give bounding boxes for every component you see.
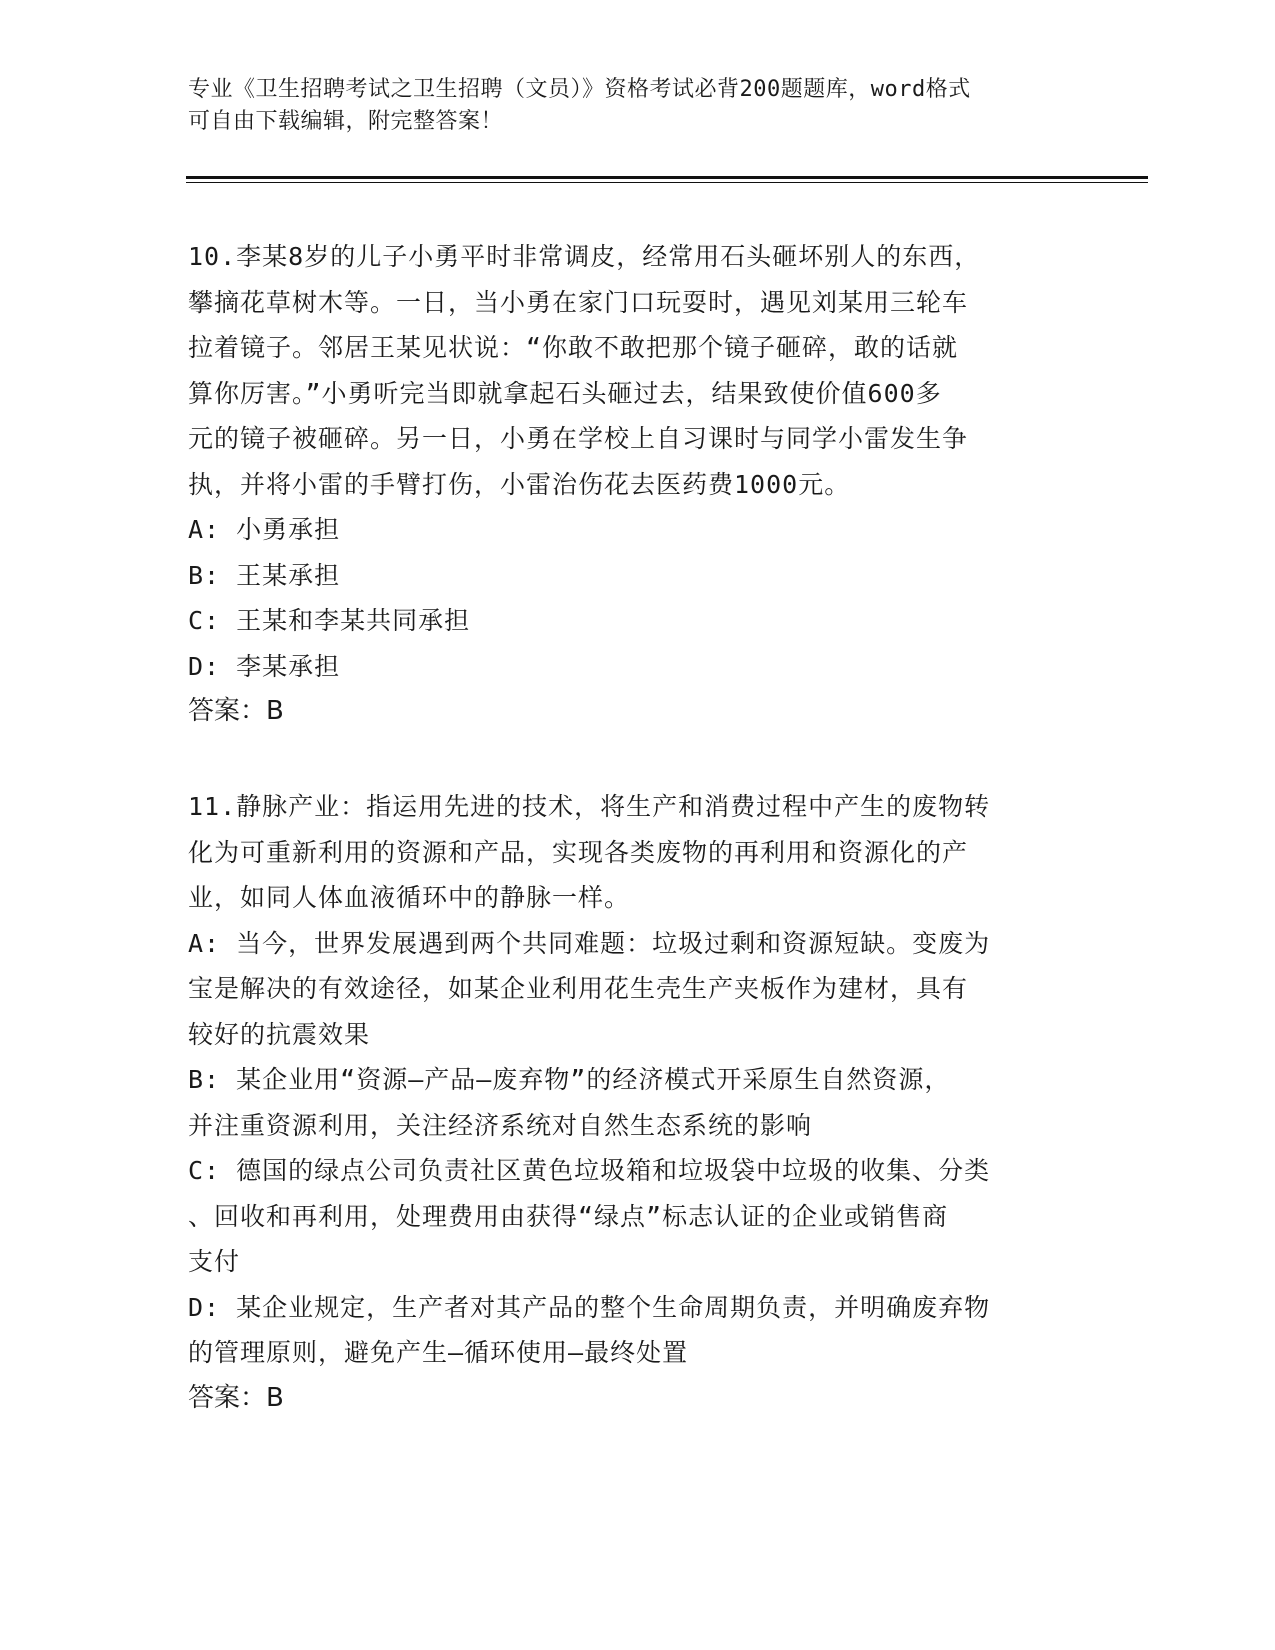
question-stem-line: 元的镜子被砸碎。另一日，小勇在学校上自习课时与同学小雷发生争	[188, 424, 969, 453]
option-b-continued: 并注重资源利用，关注经济系统对自然生态系统的影响	[188, 1110, 813, 1140]
option-c-continued: 、回收和再利用，处理费用由获得“绿点”标志认证的企业或销售商	[188, 1201, 949, 1231]
question-stem-line: 算你厉害。”小勇听完当即就拿起石头砸过去，结果致使价值600多	[188, 378, 942, 408]
question-stem-line: 攀摘花草树木等。一日，当小勇在家门口玩耍时，遇见刘某用三轮车	[188, 287, 969, 317]
option-a: A: 当今，世界发展遇到两个共同难题：垃圾过剩和资源短缺。变废为	[188, 928, 991, 958]
header-divider-thin	[186, 182, 1148, 183]
option-d-continued: 的管理原则，避免产生—循环使用—最终处置	[188, 1338, 689, 1367]
question-10	[188, 234, 1088, 735]
document-header	[188, 74, 1068, 138]
question-stem-line: 11.静脉产业：指运用先进的技术，将生产和消费过程中产生的废物转	[188, 792, 991, 821]
option-a: A: 小勇承担	[188, 515, 341, 544]
header-line: 专业《卫生招聘考试之卫生招聘（文员）》资格考试必背200题题库，word格式	[188, 77, 971, 102]
question-stem-line: 拉着镜子。邻居王某见状说：“你敢不敢把那个镜子砸碎，敢的话就	[188, 333, 959, 362]
question-stem-line: 10.李某8岁的儿子小勇平时非常调皮，经常用石头砸坏别人的东西，	[188, 242, 981, 271]
option-c: C: 德国的绿点公司负责社区黄色垃圾箱和垃圾袋中垃圾的收集、分类	[188, 1156, 991, 1185]
option-d: D: 某企业规定，生产者对其产品的整个生命周期负责，并明确废弃物	[188, 1292, 991, 1322]
question-11	[188, 784, 1088, 1421]
option-b: B: 王某承担	[188, 560, 341, 590]
answer-label: 答案：B	[188, 1382, 284, 1413]
option-a-continued: 宝是解决的有效途径，如某企业利用花生壳生产夹板作为建材，具有	[188, 974, 969, 1003]
question-stem-line: 化为可重新利用的资源和产品，实现各类废物的再利用和资源化的产	[188, 837, 969, 867]
option-c-continued: 支付	[188, 1247, 241, 1276]
option-a-continued: 较好的抗震效果	[188, 1019, 371, 1049]
header-line: 可自由下载编辑，附完整答案！	[188, 109, 504, 134]
header-divider-thick	[186, 176, 1148, 179]
question-stem-line: 业，如同人体血液循环中的静脉一样。	[188, 883, 631, 912]
question-stem-line: 执，并将小雷的手臂打伤，小雷治伤花去医药费1000元。	[188, 469, 851, 499]
option-c: C: 王某和李某共同承担	[188, 606, 471, 635]
option-d: D: 李某承担	[188, 651, 341, 681]
option-b: B: 某企业用“资源—产品—废弃物”的经济模式开采原生自然资源，	[188, 1065, 951, 1094]
answer-label: 答案：B	[188, 696, 284, 726]
